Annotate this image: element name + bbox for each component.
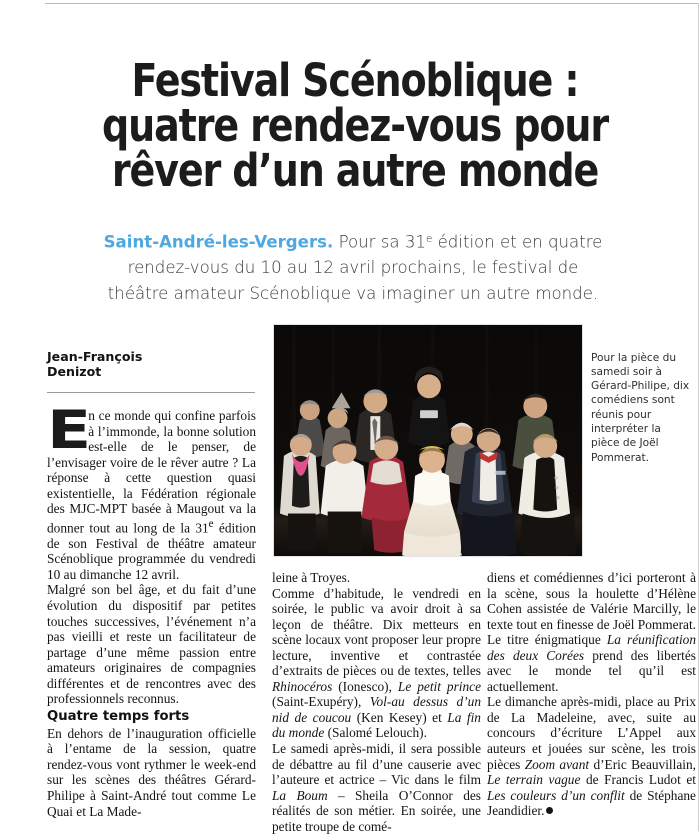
- col2-p3-a: Le samedi après-midi, il sera possible de débattre au fil d’une causerie avec l’auteure et actrice – Vic dans le film: [272, 741, 481, 788]
- article-standfirst: [98, 226, 608, 308]
- col2-paragraph-2: [272, 586, 481, 741]
- col2-p3-b: – Sheila O’Connor des réalités de son métier. En soirée, une petite troupe de comé-: [272, 787, 481, 834]
- play-title-le-terrain-vague: Le terrain vague: [487, 772, 581, 788]
- page-top-rule: [45, 3, 699, 4]
- byline-first-name: Jean-François: [47, 349, 143, 364]
- standfirst-ordinal-suffix: e: [425, 232, 433, 245]
- col3-p2-b: d’Eric Beauvillain,: [589, 756, 696, 772]
- film-title-la-boum: La Boum: [272, 787, 328, 803]
- play-title-la-fin-du-monde: La fin du monde: [272, 709, 481, 741]
- play-title-reunification: La réunification des deux Corées: [487, 632, 696, 663]
- col2-p2-c: (Saint-Exupéry),: [272, 694, 370, 710]
- article-byline: [47, 350, 252, 379]
- end-of-article-mark: [546, 807, 553, 814]
- stage-cast-photo: [274, 325, 582, 556]
- standfirst-text-after-ordinal: édition et en quatre rendez-vous du 10 au 12 avril prochains, le festival de théâtre amateur Scénoblique va imaginer un autre monde.: [107, 232, 603, 304]
- drop-cap: E: [47, 400, 89, 461]
- col1-p1-tail: édition de son Festival de théâtre amateur Scénoblique programmée du vendredi 10 au dimanche 12 avril.: [47, 520, 256, 582]
- col2-p2-a: Comme d’habitude, le vendredi en soirée, le public va avoir droit à sa leçon de théâtre. Dix metteurs en scène locaux vont proposer leur propre lecture, inventive et contrastée d’extraits de pièces ou de textes, telles: [272, 585, 481, 679]
- article-photo: [273, 324, 583, 557]
- article-column-1: [47, 400, 256, 819]
- col2-paragraph-3: [272, 741, 481, 834]
- byline-last-name: Denizot: [47, 363, 102, 379]
- photo-caption: Pour la pièce du samedi soir à Gérard-Philipe, dix comédiens sont réunis pour interpréter la pièce de Joël Pommerat.: [591, 351, 690, 464]
- col3-p2-c: de Francis Ludot et: [580, 772, 696, 788]
- col2-p2-d: (Ken Kesey) et: [351, 709, 448, 725]
- col3-paragraph-2: [487, 694, 696, 818]
- byline-divider: [47, 392, 255, 393]
- col2-p2-b: (Ionesco),: [332, 678, 398, 694]
- col1-paragraph-1: [47, 400, 256, 582]
- col2-paragraph-1: leine à Troyes.: [272, 570, 351, 585]
- headline-line-3: rêver d’un autre monde: [111, 144, 599, 198]
- col3-paragraph-1: [487, 570, 696, 694]
- article-column-2: [272, 570, 481, 834]
- col3-p1-b: prend des libertés avec le monde tel qu’il est actuellement.: [487, 647, 697, 694]
- col1-paragraph-2: Malgré son bel âge, et du fait d’une évolution du dispositif par petites touches successives, l’événement n’a pas vieilli et reste un facilitateur de partage d’une même passion entre amateurs originaires de compagnies différentes et de rencontres avec des professionnels reconnus.: [47, 582, 256, 707]
- col2-p2-e: (Salomé Lelouch).: [324, 725, 427, 741]
- standfirst-locality: Saint-André-les-Vergers.: [103, 232, 334, 252]
- standfirst-text-before-ordinal: Pour sa 31: [333, 232, 426, 252]
- play-title-le-petit-prince: Le petit prince: [397, 678, 481, 694]
- col3-p2-a: Le dimanche après-midi, place au Prix de La Madeleine, avec, suite au concours d’écriture L’Appel aux auteurs et jouées sur scène, les trois pièces: [487, 694, 696, 772]
- play-title-rhinoceros: Rhinocéros: [272, 678, 333, 694]
- headline-line-2: quatre rendez-vous pour: [101, 99, 609, 153]
- col3-p2-d: de Stéphane Jeandidier.: [487, 787, 696, 819]
- headline-line-1: Festival Scénoblique :: [131, 54, 579, 108]
- article-column-3: [487, 570, 696, 819]
- col1-p1-ordinal: e: [208, 517, 214, 530]
- play-title-zoom-avant: Zoom avant: [524, 756, 590, 772]
- play-title-vol-au-dessus: Vol-au dessus d’un nid de coucou: [272, 694, 481, 725]
- col1-paragraph-3: En dehors de l’inauguration officielle à l’entame de la session, quatre rendez-vous vont rythmer le week-end sur les scènes des théâtres Gérard-Philipe à Saint-André tout comme Le Quai et La Made-: [47, 725, 256, 819]
- col3-p1-a: diens et comédiennes d’ici porteront à la scène, sous la houlette d’Hélène Cohen assistée de Valérie Marcilly, le texte tout en finesse de Joël Pommerat. Le titre énigmatique: [487, 570, 696, 648]
- col1-subheading: Quatre temps forts: [47, 708, 190, 724]
- play-title-les-couleurs: Les couleurs d’un conflit: [487, 787, 625, 803]
- col1-p1-text: n ce monde qui confine parfois à l’immonde, la bonne solution est-elle de le penser, de l’envisager voire de le rêver autre ? La réponse à cette question quasi existentielle, la Fédération régionale des MJC-MPT basée à Maugout va la donner tout au long de la 31: [47, 408, 256, 536]
- article-headline: [64, 54, 647, 198]
